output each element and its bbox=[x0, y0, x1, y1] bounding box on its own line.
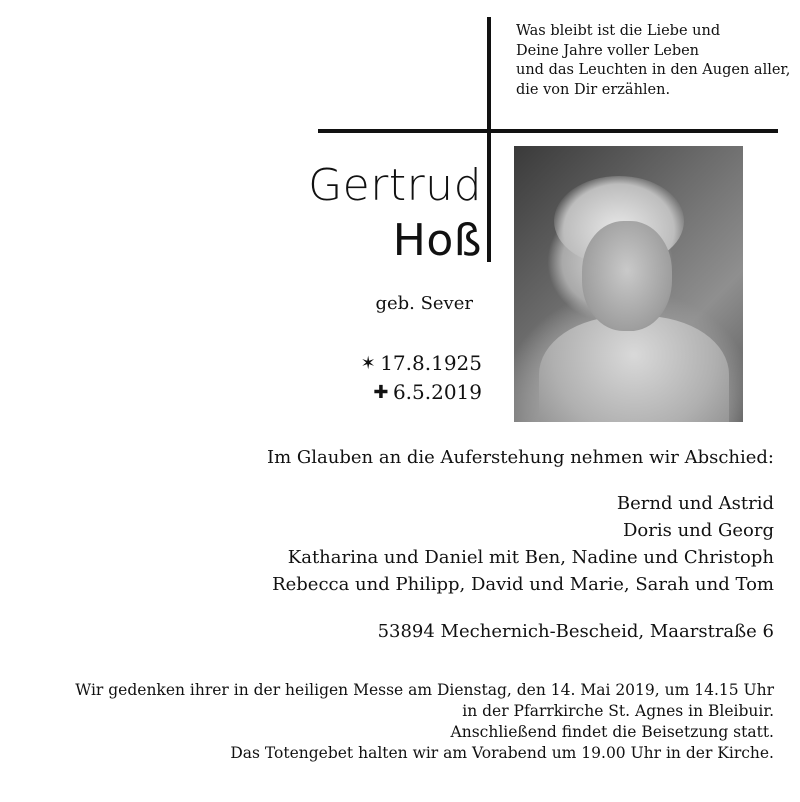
first-name: Gertrud bbox=[308, 160, 482, 211]
farewell-intro: Im Glauben an die Auferstehung nehmen wir Abschied: bbox=[267, 447, 774, 468]
family-line: Doris und Georg bbox=[622, 520, 774, 541]
birth-date-row bbox=[360, 351, 482, 375]
service-notice bbox=[75, 680, 774, 764]
cross-icon: ✚ bbox=[373, 381, 389, 403]
family-line: Katharina und Daniel mit Ben, Nadine und Christoph bbox=[287, 547, 774, 568]
poem bbox=[516, 22, 790, 100]
star-icon: ✶ bbox=[360, 352, 376, 374]
family-list bbox=[272, 490, 774, 598]
poem-line: Deine Jahre voller Leben bbox=[516, 42, 700, 59]
poem-line: und das Leuchten in den Augen aller, bbox=[516, 62, 791, 78]
family-line: Rebecca und Philipp, David und Marie, Sarah und Tom bbox=[272, 574, 774, 595]
portrait-photo bbox=[514, 146, 743, 422]
address: 53894 Mechernich-Bescheid, Maarstraße 6 bbox=[377, 621, 774, 642]
notice-line: Anschließend findet die Beisetzung statt. bbox=[450, 723, 774, 741]
birth-date: 17.8.1925 bbox=[380, 351, 482, 375]
poem-line: Was bleibt ist die Liebe und bbox=[516, 23, 721, 39]
portrait-face bbox=[582, 221, 672, 331]
last-name: Hoß bbox=[392, 215, 482, 266]
death-date: 6.5.2019 bbox=[392, 380, 482, 404]
death-date-row bbox=[373, 380, 482, 404]
notice-line: in der Pfarrkirche St. Agnes in Bleibuir. bbox=[462, 702, 774, 720]
born-name: geb. Sever bbox=[375, 293, 473, 314]
notice-line: Wir gedenken ihrer in der heiligen Messe am Dienstag, den 14. Mai 2019, um 14.15 Uhr bbox=[75, 681, 774, 699]
family-line: Bernd und Astrid bbox=[616, 493, 774, 514]
cross-horizontal-line bbox=[318, 129, 778, 133]
poem-line: die von Dir erzählen. bbox=[516, 81, 671, 98]
cross-vertical-line bbox=[487, 17, 491, 262]
notice-line: Das Totengebet halten wir am Vorabend um 19.00 Uhr in der Kirche. bbox=[230, 744, 774, 762]
portrait-body bbox=[539, 316, 729, 422]
